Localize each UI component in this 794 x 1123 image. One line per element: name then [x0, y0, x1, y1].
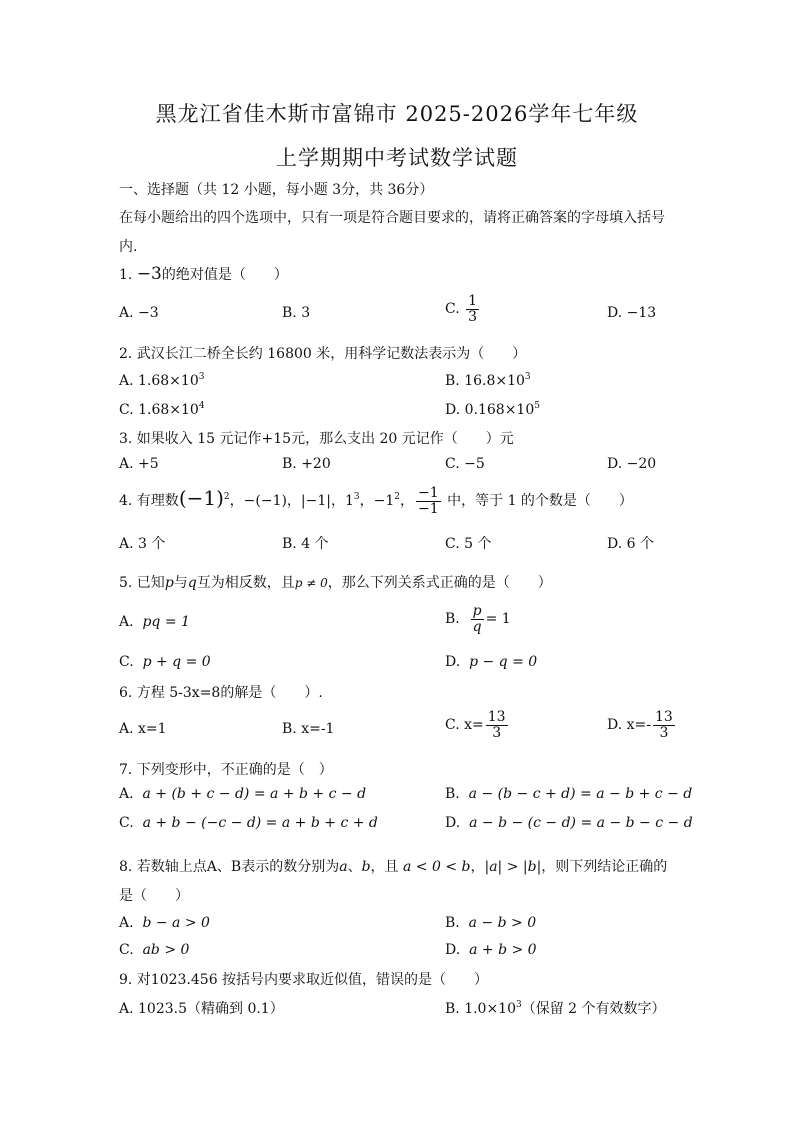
q1-option-b[interactable]: B. 3	[282, 305, 311, 321]
q2-option-d[interactable]: D. $0.168\times 10^5$	[445, 401, 540, 418]
q7-option-d[interactable]: D. a − b − (c − d) = a − b − c − d	[445, 815, 693, 831]
q1-math: −3	[136, 264, 162, 284]
question-1-stem: 1. −3的绝对值是（ ）	[119, 264, 288, 284]
question-2-stem: 2. 武汉长江二桥全长约 16800 米，用科学记数法表示为（ ）	[119, 346, 527, 362]
q7-option-a[interactable]: A. a + (b + c − d) = a + b + c − d	[119, 786, 367, 802]
q8-option-d[interactable]: D. a + b > 0	[445, 942, 537, 958]
section-header: 一、选择题（共 12 小题，每小题 3分，共 36分）	[119, 182, 434, 198]
q6-option-a[interactable]: A. x=1	[119, 721, 167, 737]
q2-option-a[interactable]: A. $1.68\times 10^3$	[119, 372, 205, 389]
question-6-stem: 6. 方程 5-3x=8的解是（ ）.	[119, 685, 323, 701]
q1-option-a[interactable]: A. −3	[119, 305, 159, 321]
q8-option-c[interactable]: C. ab > 0	[119, 942, 190, 958]
q1-option-d[interactable]: D. −13	[607, 305, 657, 321]
q2-option-c[interactable]: C. $1.68\times 10^4$	[119, 401, 205, 418]
q5-option-d[interactable]: D. p − q = 0	[445, 654, 538, 670]
q8-option-b[interactable]: B. a − b > 0	[445, 915, 537, 931]
q3-option-d[interactable]: D. −20	[607, 456, 657, 472]
q6-option-b[interactable]: B. x=-1	[282, 721, 335, 737]
question-3-stem: 3. 如果收入 15 元记作+15元，那么支出 20 元记作（ ）元	[119, 431, 514, 447]
q8-option-a[interactable]: A. b − a > 0	[119, 915, 210, 931]
q2-option-b[interactable]: B. $16.8\times 10^3$	[445, 372, 531, 389]
q4-option-c[interactable]: C. 5 个	[445, 536, 492, 552]
q7-option-b[interactable]: B. a − (b − c + d) = a − b + c − d	[445, 786, 693, 802]
q3-option-a[interactable]: A. +5	[119, 456, 159, 472]
question-4-stem: 4. 有理数$(-1)^2$，−(−1)，|−1|，$1^3$，$-1^2$， $\frac{-1}{-1}$ 中，等于 1 的个数是（ ）	[119, 485, 633, 517]
q5-option-a[interactable]: A. pq = 1	[119, 614, 190, 630]
q4-fraction: $\frac{-1}{-1}$	[418, 485, 439, 517]
question-8-stem: 8. 若数轴上点A、B表示的数分别为a、b，且 a < 0 < b，|a| > |b|，则下列结论正确的	[119, 859, 668, 875]
q6-option-d[interactable]: D. x=- $\frac{13}{3}$	[607, 709, 673, 741]
q3-option-c[interactable]: C. −5	[445, 456, 485, 472]
exam-title-line2: 上学期期中考试数学试题	[276, 146, 518, 170]
question-5-stem: 5. 已知p与q互为相反数，且p ≠ 0，那么下列关系式正确的是（ ）	[119, 575, 552, 591]
q1-c-fraction: $\frac{1}{3}$	[468, 293, 478, 325]
section-instruction-cont: 内.	[119, 239, 138, 255]
q6-option-c[interactable]: C. x= $\frac{13}{3}$	[445, 709, 506, 741]
exam-title-line1: 黑龙江省佳木斯市富锦市 2025-2026学年七年级	[155, 102, 639, 126]
q4-option-d[interactable]: D. 6 个	[607, 536, 654, 552]
question-9-stem: 9. 对1023.456 按括号内要求取近似值，错误的是（ ）	[119, 972, 489, 988]
q1-option-c[interactable]: C. $\frac{1}{3}$	[445, 293, 478, 325]
q5-option-c[interactable]: C. p + q = 0	[119, 654, 211, 670]
question-8-stem-cont: 是（ ）	[119, 888, 189, 904]
q7-option-c[interactable]: C. a + b − (−c − d) = a + b + c + d	[119, 815, 378, 831]
q3-option-b[interactable]: B. +20	[282, 456, 331, 472]
q4-option-b[interactable]: B. 4 个	[282, 536, 329, 552]
q4-option-a[interactable]: A. 3 个	[119, 536, 166, 552]
section-instruction: 在每小题给出的四个选项中，只有一项是符合题目要求的，请将正确答案的字母填入括号	[119, 210, 665, 226]
q5-option-b[interactable]: B. $\frac{p}{q}$ = 1	[445, 603, 511, 635]
q9-option-a[interactable]: A. 1023.5（精确到 0.1）	[119, 1001, 284, 1017]
q9-option-b[interactable]: B. $1.0\times 10^3$（保留 2 个有效数字）	[445, 1000, 666, 1017]
question-7-stem: 7. 下列变形中，不正确的是（ ）	[119, 762, 333, 778]
